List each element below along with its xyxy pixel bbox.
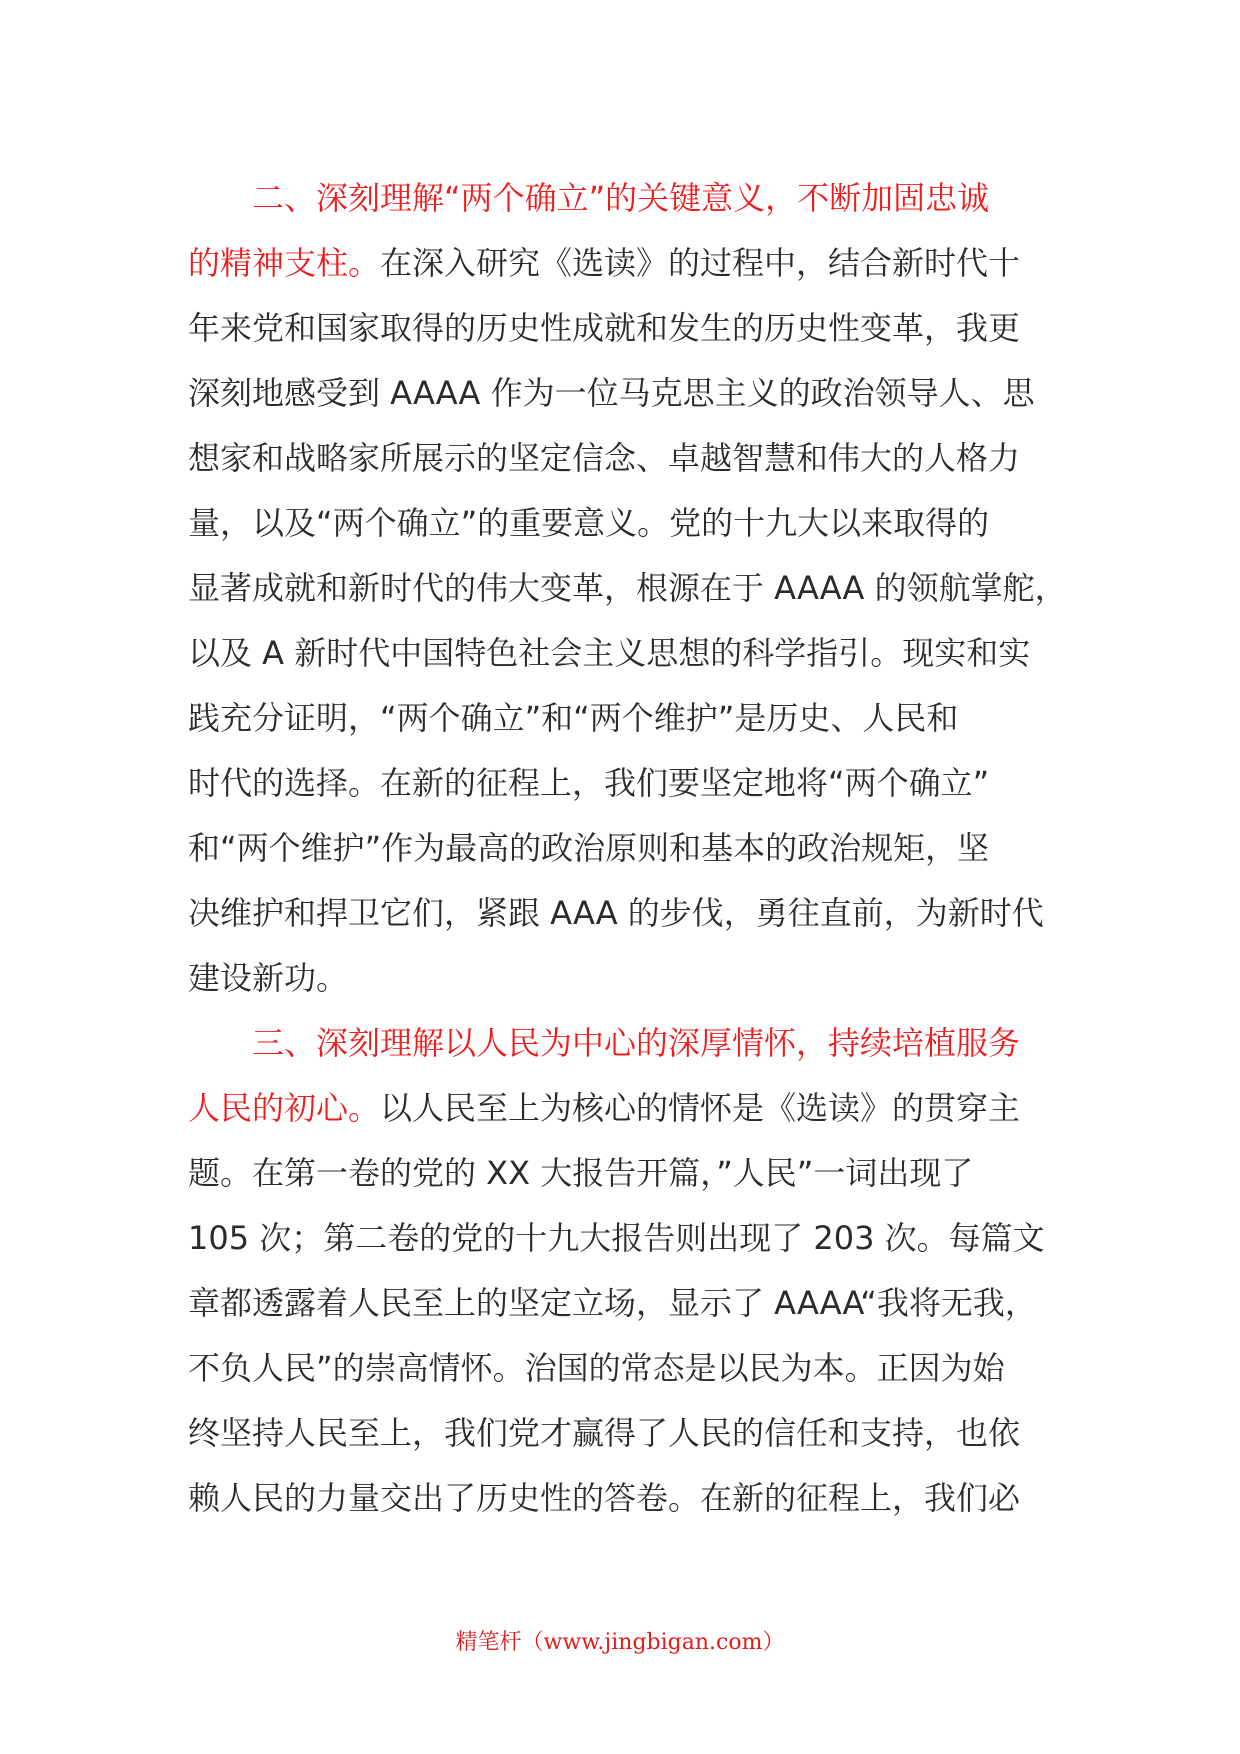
paragraph-line: 建设新功。 bbox=[188, 959, 349, 997]
section-3-text: 以人民至上为核心的情怀是《选读》的贯穿主 bbox=[380, 1089, 1021, 1127]
paragraph-line: 量，以及“两个确立”的重要意义。党的十九大以来取得的 bbox=[188, 504, 990, 542]
paragraph-line: 显著成就和新时代的伟大变革，根源在于 AAAA 的领航掌舵， bbox=[188, 569, 1067, 607]
section-2-heading-line-1 bbox=[188, 166, 1058, 231]
section-2-heading-end: 的精神支柱。 bbox=[188, 244, 381, 282]
paragraph-line: 和“两个维护”作为最高的政治原则和基本的政治规矩，坚 bbox=[188, 829, 990, 867]
section-2-heading: 二、深刻理解“两个确立”的关键意义，不断加固忠诚 bbox=[252, 179, 990, 217]
paragraph-line: 践充分证明，“两个确立”和“两个维护”是历史、人民和 bbox=[188, 699, 959, 737]
section-3-line-2 bbox=[188, 1076, 1058, 1141]
paragraph-line: 以及 A 新时代中国特色社会主义思想的科学指引。现实和实 bbox=[188, 634, 1031, 672]
paragraph-line: 终坚持人民至上，我们党才赢得了人民的信任和支持，也依 bbox=[188, 1414, 1021, 1452]
paragraph-line: 章都透露着人民至上的坚定立场，显示了 AAAA“我将无我， bbox=[188, 1284, 1037, 1322]
section-3-heading: 三、深刻理解以人民为中心的深厚情怀，持续培植服务 bbox=[252, 1024, 1021, 1062]
paragraph-line: 题。在第一卷的党的 XX 大报告开篇，”人民”一词出现了 bbox=[188, 1154, 974, 1192]
paragraph-line: 年来党和国家取得的历史性成就和发生的历史性变革，我更 bbox=[188, 309, 1021, 347]
paragraph-line: 决维护和捍卫它们，紧跟 AAA 的步伐，勇往直前，为新时代 bbox=[188, 894, 1044, 932]
section-2-text: 在深入研究《选读》的过程中，结合新时代十 bbox=[380, 244, 1021, 282]
paragraph-line: 想家和战略家所展示的坚定信念、卓越智慧和伟大的人格力 bbox=[188, 439, 1021, 477]
paragraph-line: 深刻地感受到 AAAA 作为一位马克思主义的政治领导人、思 bbox=[188, 374, 1035, 412]
section-3-heading-end: 人民的初心。 bbox=[188, 1089, 381, 1127]
page-footer: 精笔杆（www.jingbigan.com） bbox=[455, 1630, 785, 1655]
paragraph-line: 不负人民”的崇高情怀。治国的常态是以民为本。正因为始 bbox=[188, 1349, 1005, 1387]
section-3-heading-line-1 bbox=[188, 1011, 1058, 1076]
paragraph-line: 105 次；第二卷的党的十九大报告则出现了 203 次。每篇文 bbox=[188, 1219, 1045, 1257]
section-2-line-2 bbox=[188, 231, 1058, 296]
paragraph-line: 时代的选择。在新的征程上，我们要坚定地将“两个确立” bbox=[188, 764, 990, 802]
paragraph-line: 赖人民的力量交出了历史性的答卷。在新的征程上，我们必 bbox=[188, 1479, 1021, 1517]
document-body bbox=[188, 166, 1067, 1531]
